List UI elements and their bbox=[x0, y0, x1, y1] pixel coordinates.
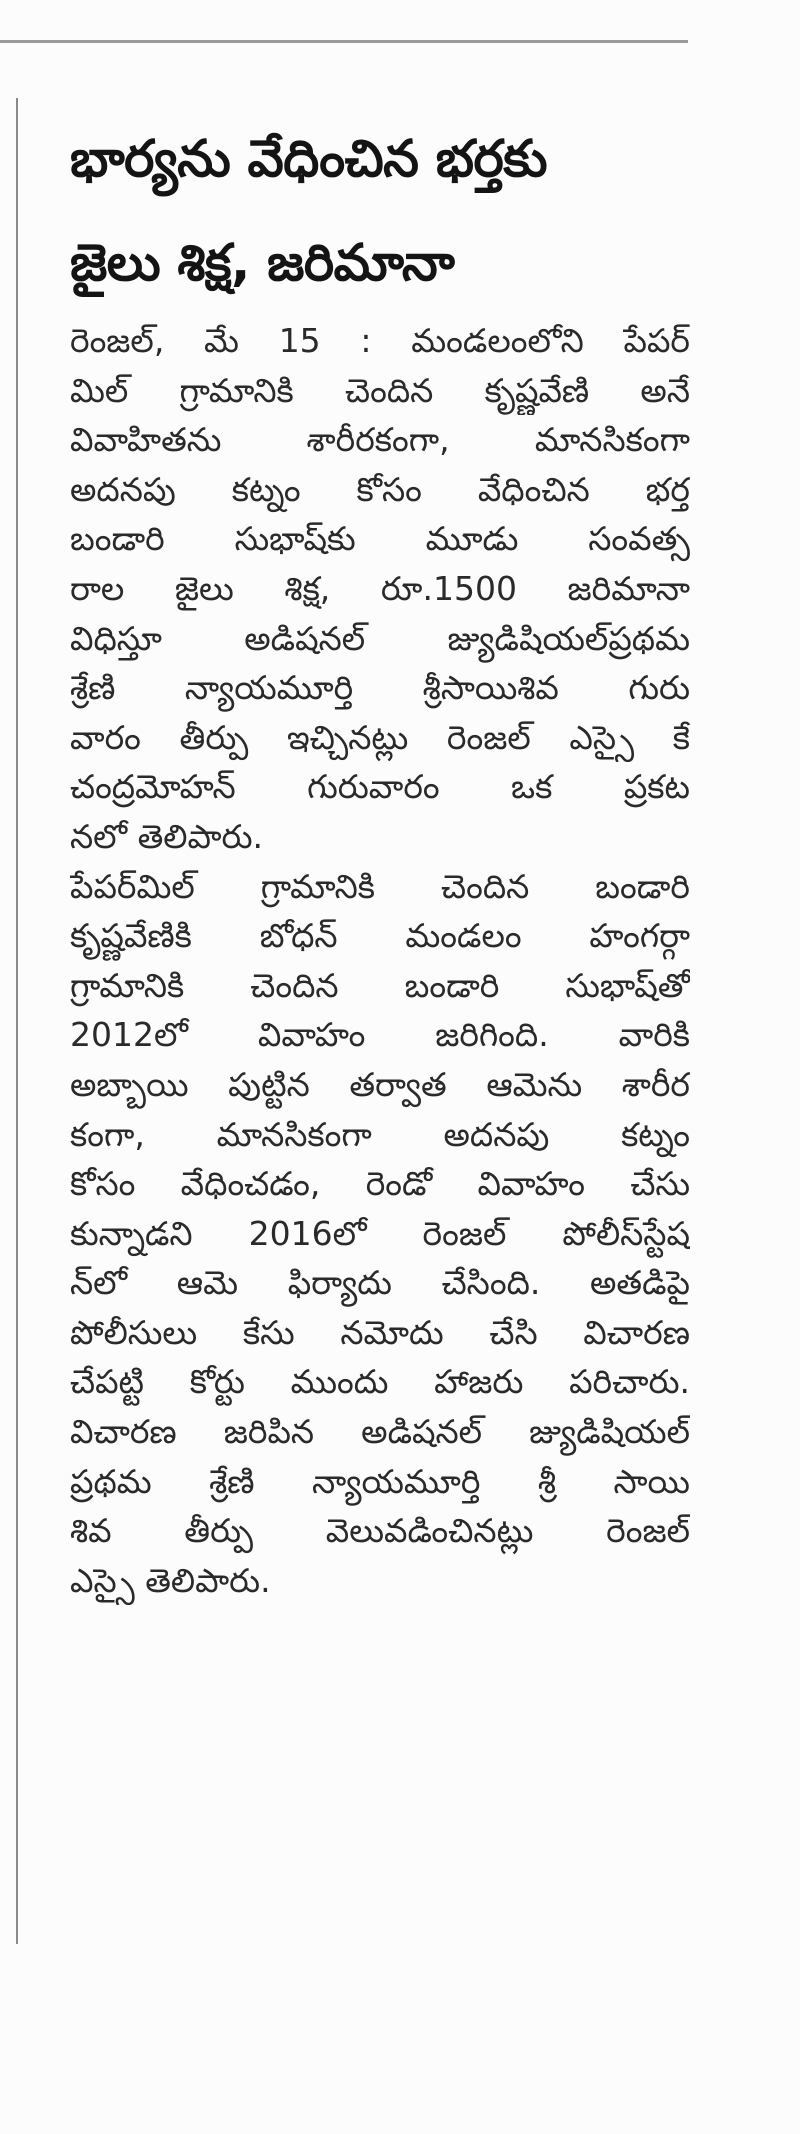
body-line: కోసం వేధించడం, రెండో వివాహం చేసు bbox=[70, 1164, 690, 1204]
body-line: నలో తెలిపారు. bbox=[70, 816, 263, 856]
paragraph-1 bbox=[70, 316, 690, 862]
body-line: బండారి సుభాష్‌కు మూడు సంవత్స bbox=[70, 519, 690, 559]
body-line: శివ తీర్పు వెలువడించినట్లు రెంజల్ bbox=[70, 1511, 690, 1551]
body-line: పేపర్‌మిల్ గ్రామానికి చెందిన బండారి bbox=[70, 866, 690, 906]
article-headline bbox=[70, 108, 690, 316]
top-divider-rule bbox=[0, 40, 688, 43]
headline-line: జైలు శిక్ష, జరిమానా bbox=[70, 234, 455, 293]
paragraph-2 bbox=[70, 862, 690, 1606]
body-line: రాల జైలు శిక్ష, రూ.1500 జరిమానా bbox=[70, 568, 690, 608]
body-line: విధిస్తూ అడిషనల్ జ్యుడిషియల్‌ప్రథమ bbox=[70, 618, 690, 658]
body-line: గ్రామానికి చెందిన బండారి సుభాష్‌తో bbox=[70, 965, 690, 1005]
body-line: వివాహితను శారీరకంగా, మానసికంగా bbox=[70, 420, 690, 460]
body-line: మిల్ గ్రామానికి చెందిన కృష్ణవేణి అనే bbox=[70, 370, 690, 410]
body-line: విచారణ జరిపిన అడిషనల్ జ్యుడిషియల్ bbox=[70, 1412, 690, 1452]
body-line: కున్నాడని 2016లో రెంజల్ పోలీస్‌స్టేష bbox=[70, 1213, 690, 1253]
body-line: ఎస్సై తెలిపారు. bbox=[70, 1560, 271, 1600]
body-line: అదనపు కట్నం కోసం వేధించిన భర్త bbox=[70, 469, 690, 509]
body-line: చేపట్టి కోర్టు ముందు హాజరు పరిచారు. bbox=[70, 1362, 690, 1402]
body-line: 2012లో వివాహం జరిగింది. వారికి bbox=[70, 1015, 690, 1055]
body-line: రెంజల్, మే 15 : మండలంలోని పేపర్ bbox=[70, 321, 690, 360]
column-divider-rule bbox=[16, 98, 18, 1944]
headline-line: భార్యను వేధించిన భర్తకు bbox=[70, 130, 547, 189]
body-line: ప్రథమ శ్రేణి న్యాయమూర్తి శ్రీ సాయి bbox=[70, 1461, 690, 1501]
body-line: శ్రేణి న్యాయమూర్తి శ్రీసాయిశివ గురు bbox=[70, 668, 690, 708]
body-line: పోలీసులు కేసు నమోదు చేసి విచారణ bbox=[70, 1312, 690, 1352]
body-line: వారం తీర్పు ఇచ్చినట్లు రెంజల్ ఎస్సై కే bbox=[70, 717, 690, 757]
body-line: కృష్ణవేణికి బోధన్ మండలం హంగర్గా bbox=[70, 916, 690, 956]
article-body bbox=[70, 316, 690, 1605]
body-line: కంగా, మానసికంగా అదనపు కట్నం bbox=[70, 1114, 690, 1154]
body-line: అబ్బాయి పుట్టిన తర్వాత ఆమెను శారీర bbox=[70, 1064, 690, 1104]
news-article bbox=[70, 108, 690, 1605]
body-line: న్‌లో ఆమె ఫిర్యాదు చేసింది. అతడిపై bbox=[70, 1263, 690, 1303]
body-line: చంద్రమోహన్ గురువారం ఒక ప్రకట bbox=[70, 767, 690, 807]
